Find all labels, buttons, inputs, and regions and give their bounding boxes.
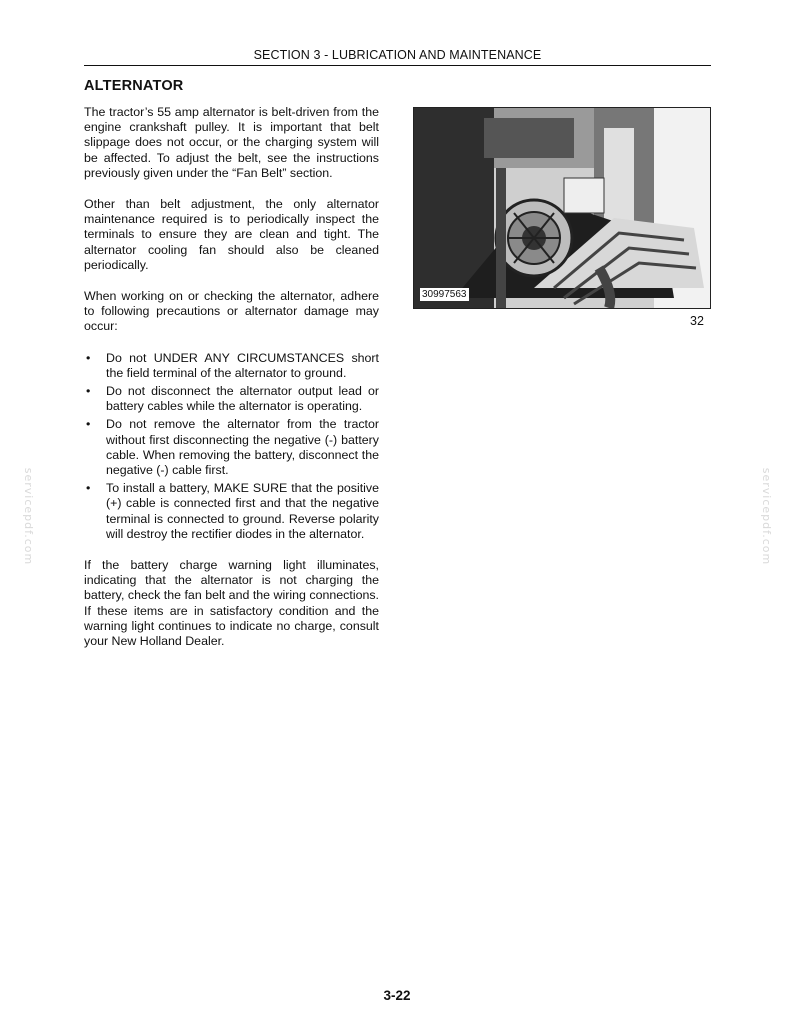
paragraph-intro: The tractor’s 55 amp alternator is belt-driven from the engine crankshaft pulley. It is important that belt slippage does not occur, or the charging system will be affected. To adjust the belt, see the instructions previously given under the “Fan Belt” section. xyxy=(84,105,379,180)
body-text-column xyxy=(84,105,379,665)
bullet-icon: • xyxy=(86,417,91,432)
paragraph-precautions: When working on or checking the alternator, adhere to following precautions or alternator damage may occur: xyxy=(84,289,379,334)
list-item xyxy=(84,384,379,414)
paragraph-maintenance: Other than belt adjustment, the only alternator maintenance required is to periodically inspect the terminals to ensure they are clean and tight. The alternator cooling fan should also be cleaned periodically. xyxy=(84,197,379,272)
paragraph-warning-light: If the battery charge warning light illuminates, indicating that the alternator is not charging the battery, check the fan belt and the wiring connections. If these items are in satisfactory condition and the warning light continues to indicate no charge, consult your New Holland Dealer. xyxy=(84,558,379,649)
list-item xyxy=(84,351,379,381)
alternator-photo xyxy=(413,107,711,309)
section-header: SECTION 3 - LUBRICATION AND MAINTENANCE xyxy=(253,48,542,62)
precaution-list xyxy=(84,351,379,542)
list-item-text: To install a battery, MAKE SURE that the positive (+) cable is connected first and that the negative terminal is connected to ground. Reverse polarity will destroy the rectifier diodes in the alternator. xyxy=(106,481,379,541)
page-number: 3-22 xyxy=(383,988,411,1003)
list-item xyxy=(84,417,379,478)
bullet-icon: • xyxy=(86,384,91,399)
figure-id: 30997563 xyxy=(422,289,467,300)
figure-number: 32 xyxy=(690,314,704,328)
list-item-text: Do not disconnect the alternator output lead or battery cables while the alternator is operating. xyxy=(106,384,379,414)
watermark-right: servicepdf.com xyxy=(760,467,774,566)
list-item-text: Do not UNDER ANY CIRCUMSTANCES short the field terminal of the alternator to ground. xyxy=(106,350,379,380)
bullet-icon: • xyxy=(86,350,91,365)
list-item xyxy=(84,481,379,542)
list-item-text: Do not remove the alternator from the tractor without first disconnecting the negative (-) battery cable. When removing the battery, disconnect the negative (-) cable first. xyxy=(106,417,379,478)
header-rule xyxy=(84,65,711,66)
engine-photo-illustration xyxy=(414,108,710,308)
section-title: ALTERNATOR xyxy=(84,78,184,94)
watermark-left: servicepdf.com xyxy=(22,467,36,566)
bullet-icon: • xyxy=(86,481,91,496)
